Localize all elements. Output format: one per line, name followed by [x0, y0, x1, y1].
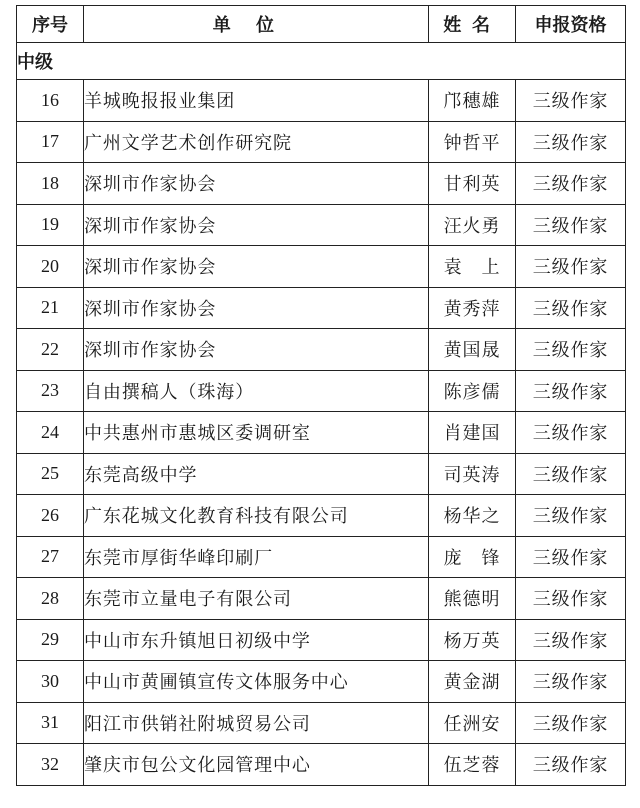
row-unit: 东莞高级中学 — [84, 453, 429, 495]
row-qualification: 三级作家 — [516, 163, 626, 205]
row-unit: 广东花城文化教育科技有限公司 — [84, 495, 429, 537]
row-qualification: 三级作家 — [516, 453, 626, 495]
row-name: 邝穗雄 — [429, 80, 516, 122]
table-row — [17, 536, 626, 578]
table-row — [17, 619, 626, 661]
row-qualification: 三级作家 — [516, 329, 626, 371]
row-name: 黄秀萍 — [429, 287, 516, 329]
row-name: 杨万英 — [429, 619, 516, 661]
table-row — [17, 370, 626, 412]
row-qualification: 三级作家 — [516, 370, 626, 412]
row-number: 18 — [17, 163, 84, 205]
row-unit: 深圳市作家协会 — [84, 163, 429, 205]
row-name: 庞 锋 — [429, 536, 516, 578]
row-qualification: 三级作家 — [516, 536, 626, 578]
table-row — [17, 121, 626, 163]
row-qualification: 三级作家 — [516, 619, 626, 661]
row-unit: 肇庆市包公文化园管理中心 — [84, 744, 429, 786]
row-qualification: 三级作家 — [516, 744, 626, 786]
row-number: 28 — [17, 578, 84, 620]
table-row — [17, 329, 626, 371]
row-name: 汪火勇 — [429, 204, 516, 246]
row-qualification: 三级作家 — [516, 80, 626, 122]
row-number: 22 — [17, 329, 84, 371]
row-number: 23 — [17, 370, 84, 412]
row-name: 杨华之 — [429, 495, 516, 537]
row-name: 熊德明 — [429, 578, 516, 620]
table-row — [17, 578, 626, 620]
section-title: 中级 — [17, 43, 626, 80]
row-unit: 深圳市作家协会 — [84, 329, 429, 371]
row-name: 黄金湖 — [429, 661, 516, 703]
table-row — [17, 744, 626, 786]
row-name: 陈彦儒 — [429, 370, 516, 412]
row-unit: 阳江市供销社附城贸易公司 — [84, 702, 429, 744]
row-unit: 深圳市作家协会 — [84, 246, 429, 288]
row-unit: 深圳市作家协会 — [84, 287, 429, 329]
row-qualification: 三级作家 — [516, 287, 626, 329]
section-row — [17, 43, 626, 80]
row-number: 27 — [17, 536, 84, 578]
row-unit: 中山市黄圃镇宣传文体服务中心 — [84, 661, 429, 703]
table-row — [17, 287, 626, 329]
table-row — [17, 163, 626, 205]
header-name: 姓名 — [429, 6, 516, 43]
row-unit: 东莞市立量电子有限公司 — [84, 578, 429, 620]
row-name: 肖建国 — [429, 412, 516, 454]
table-row — [17, 412, 626, 454]
row-number: 19 — [17, 204, 84, 246]
row-unit: 自由撰稿人（珠海） — [84, 370, 429, 412]
table-row — [17, 495, 626, 537]
row-number: 30 — [17, 661, 84, 703]
row-number: 20 — [17, 246, 84, 288]
row-qualification: 三级作家 — [516, 578, 626, 620]
row-unit: 中山市东升镇旭日初级中学 — [84, 619, 429, 661]
table-row — [17, 246, 626, 288]
table-row — [17, 80, 626, 122]
row-unit: 羊城晚报报业集团 — [84, 80, 429, 122]
row-unit: 深圳市作家协会 — [84, 204, 429, 246]
row-unit: 广州文学艺术创作研究院 — [84, 121, 429, 163]
row-number: 31 — [17, 702, 84, 744]
row-number: 26 — [17, 495, 84, 537]
row-number: 29 — [17, 619, 84, 661]
header-row — [17, 6, 626, 43]
row-number: 32 — [17, 744, 84, 786]
table-row — [17, 702, 626, 744]
row-qualification: 三级作家 — [516, 204, 626, 246]
header-no: 序号 — [17, 6, 84, 43]
row-name: 司英涛 — [429, 453, 516, 495]
row-unit: 中共惠州市惠城区委调研室 — [84, 412, 429, 454]
row-name: 伍芝蓉 — [429, 744, 516, 786]
row-number: 16 — [17, 80, 84, 122]
row-name: 钟哲平 — [429, 121, 516, 163]
row-number: 17 — [17, 121, 84, 163]
row-name: 黄国晟 — [429, 329, 516, 371]
row-number: 21 — [17, 287, 84, 329]
row-qualification: 三级作家 — [516, 246, 626, 288]
row-name: 甘利英 — [429, 163, 516, 205]
row-qualification: 三级作家 — [516, 121, 626, 163]
row-qualification: 三级作家 — [516, 412, 626, 454]
row-number: 25 — [17, 453, 84, 495]
row-qualification: 三级作家 — [516, 702, 626, 744]
table-row — [17, 661, 626, 703]
row-unit: 东莞市厚街华峰印刷厂 — [84, 536, 429, 578]
table-row — [17, 204, 626, 246]
row-name: 任洲安 — [429, 702, 516, 744]
row-qualification: 三级作家 — [516, 495, 626, 537]
header-qualification: 申报资格 — [516, 6, 626, 43]
header-unit: 单位 — [84, 6, 429, 43]
table-row — [17, 453, 626, 495]
row-number: 24 — [17, 412, 84, 454]
roster-table — [16, 5, 626, 786]
row-qualification: 三级作家 — [516, 661, 626, 703]
row-name: 袁 上 — [429, 246, 516, 288]
